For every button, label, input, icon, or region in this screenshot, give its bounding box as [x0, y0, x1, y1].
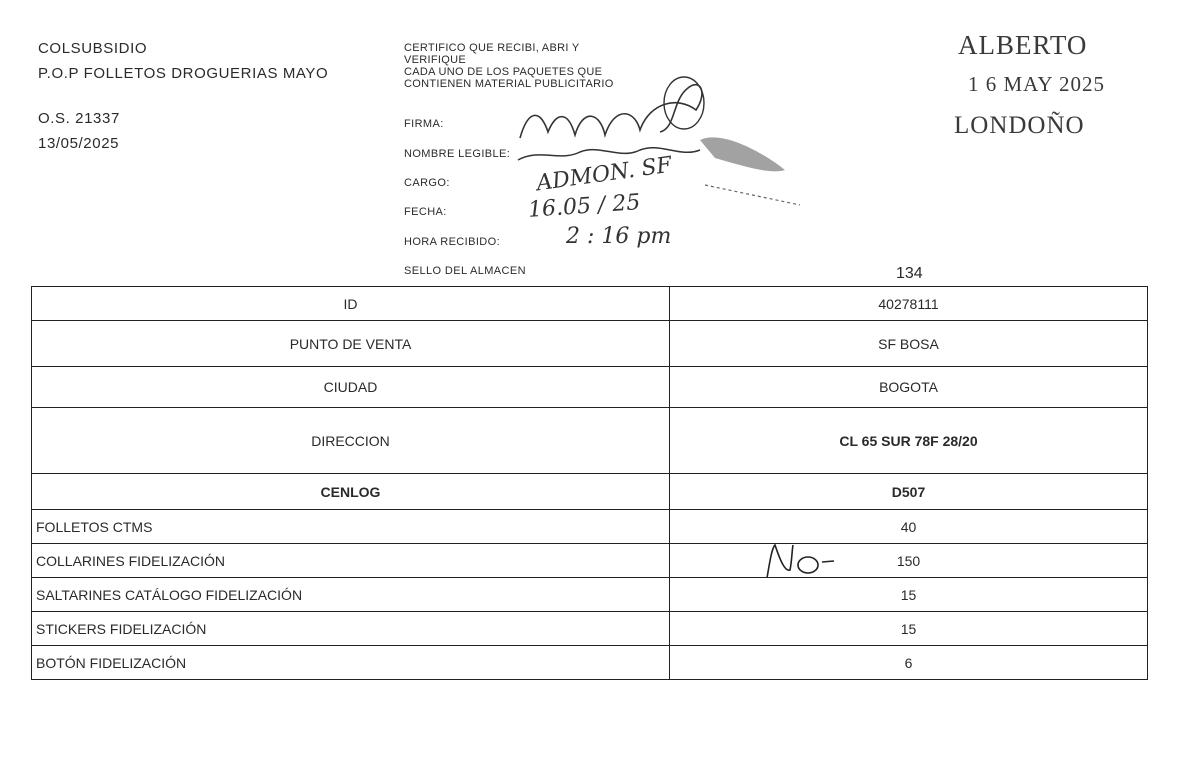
seal-smudge — [700, 137, 785, 171]
table-row — [32, 474, 1148, 510]
legible-name-label: NOMBRE LEGIBLE: — [404, 148, 511, 160]
document-date: 13/05/2025 — [38, 135, 120, 152]
row-value: CL 65 SUR 78F 28/20 — [670, 408, 1148, 474]
document-subject: P.O.P FOLLETOS DROGUERIAS MAYO — [38, 65, 329, 82]
delivery-table — [31, 286, 1147, 683]
seal-line — [705, 185, 800, 205]
cert-line: CADA UNO DE LOS PAQUETES QUE — [404, 66, 603, 78]
item-label: FOLLETOS CTMS — [32, 510, 670, 544]
handwritten-time: 2 : 16 pm — [566, 224, 672, 249]
handwritten-date: 16.05 / 25 — [527, 190, 642, 223]
row-value: SF BOSA — [670, 321, 1148, 367]
row-label: ID — [32, 287, 670, 321]
name-scribble — [518, 148, 700, 160]
stamp-surname-line: LONDOÑO — [954, 112, 1085, 139]
table-row — [32, 544, 1148, 578]
row-value: 40278111 — [670, 287, 1148, 321]
item-label: COLLARINES FIDELIZACIÓN — [32, 544, 670, 578]
item-label: STICKERS FIDELIZACIÓN — [32, 612, 670, 646]
cert-line: CERTIFICO QUE RECIBI, ABRI Y — [404, 42, 580, 54]
warehouse-seal-label: SELLO DEL ALMACEN — [404, 265, 526, 277]
table-row — [32, 321, 1148, 367]
row-label: PUNTO DE VENTA — [32, 321, 670, 367]
table-row — [32, 287, 1148, 321]
signature-scribble — [520, 85, 702, 138]
stamp-name-line: ALBERTO — [958, 30, 1088, 60]
table-row — [32, 510, 1148, 544]
signature-label: FIRMA: — [404, 118, 444, 130]
item-quantity: 40 — [670, 510, 1148, 544]
table-row — [32, 408, 1148, 474]
stamp-number: 134 — [896, 265, 923, 282]
item-quantity: 150 — [670, 544, 1148, 578]
item-label: BOTÓN FIDELIZACIÓN — [32, 646, 670, 680]
table-row — [32, 367, 1148, 408]
row-label: CENLOG — [32, 474, 670, 510]
table-row — [32, 578, 1148, 612]
date-label: FECHA: — [404, 206, 447, 218]
row-label: DIRECCION — [32, 408, 670, 474]
row-value: BOGOTA — [670, 367, 1148, 408]
position-label: CARGO: — [404, 177, 450, 189]
stamp-date: 1 6 MAY 2025 — [968, 72, 1106, 96]
cert-line: VERIFIQUE — [404, 54, 466, 66]
item-quantity: 6 — [670, 646, 1148, 680]
item-label: SALTARINES CATÁLOGO FIDELIZACIÓN — [32, 578, 670, 612]
row-value: D507 — [670, 474, 1148, 510]
item-quantity: 15 — [670, 612, 1148, 646]
table-row — [32, 612, 1148, 646]
item-quantity: 15 — [670, 578, 1148, 612]
table-row — [32, 646, 1148, 680]
company-name: COLSUBSIDIO — [38, 40, 148, 57]
service-order-number: O.S. 21337 — [38, 110, 120, 127]
row-label: CIUDAD — [32, 367, 670, 408]
cert-line: CONTIENEN MATERIAL PUBLICITARIO — [404, 78, 614, 90]
handwritten-position: ADMON. SF — [534, 152, 674, 197]
time-received-label: HORA RECIBIDO: — [404, 236, 501, 248]
